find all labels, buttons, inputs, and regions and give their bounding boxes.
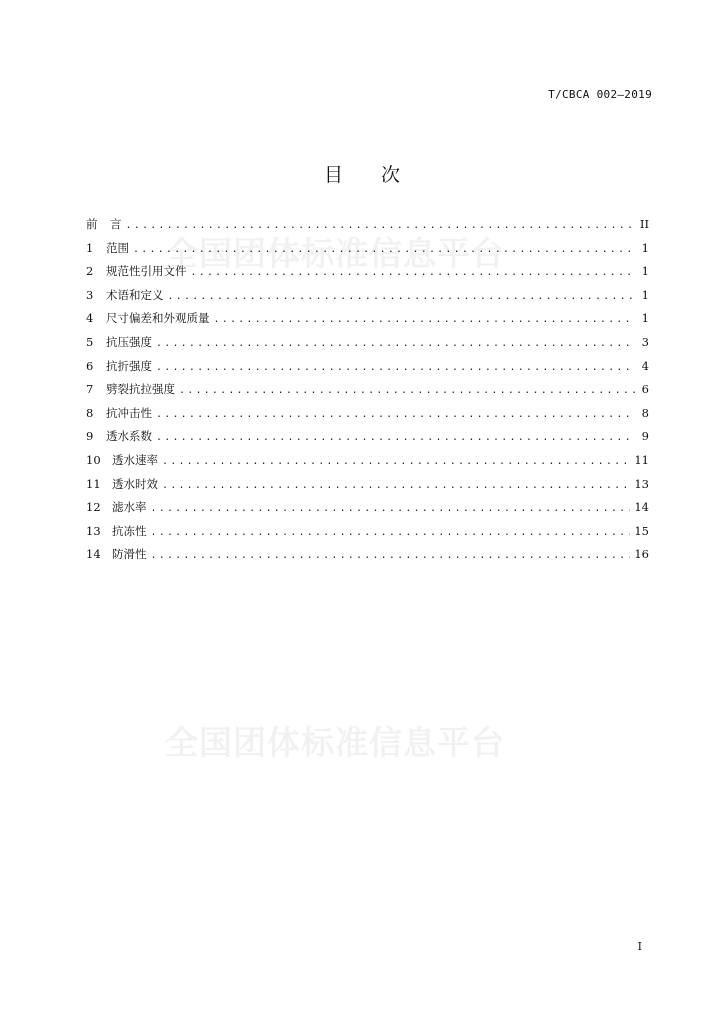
toc-entry-page: 13 [634, 476, 649, 491]
toc-entry-terms-definitions[interactable] [86, 287, 649, 311]
toc-entry-number: 12 [86, 500, 101, 515]
toc-entry-label: 言 [110, 217, 122, 231]
toc-title-part2: 次 [381, 164, 401, 186]
toc-entry-page: 4 [641, 358, 649, 373]
table-of-contents [86, 216, 649, 570]
toc-entry-page: 6 [641, 382, 649, 397]
toc-entry-number: 8 [86, 405, 94, 420]
toc-entry-number: 3 [86, 287, 94, 302]
toc-entry-label: 透水时效 [112, 476, 158, 491]
toc-entry-number: 9 [86, 429, 94, 444]
toc-entry-scope[interactable] [86, 240, 649, 264]
watermark: 全国团体标准信息平台 [165, 723, 505, 762]
toc-entry-label: 防滑性 [112, 547, 147, 562]
toc-entry-label: 透水系数 [106, 429, 152, 444]
toc-entry-number: 7 [86, 382, 94, 397]
toc-entry-flexural-strength[interactable] [86, 358, 649, 382]
toc-entry-number: 1 [86, 240, 94, 255]
toc-entry-dimension-deviation[interactable] [86, 310, 649, 334]
toc-entry-label: 术语和定义 [106, 287, 164, 302]
toc-entry-label: 抗压强度 [106, 334, 152, 349]
toc-entry-page: 16 [634, 547, 649, 562]
dot-leader [156, 338, 635, 349]
toc-entry-page: 1 [641, 240, 649, 255]
dot-leader [133, 244, 635, 255]
toc-entry-number: 6 [86, 358, 94, 373]
toc-entry-foreword[interactable] [86, 216, 649, 240]
toc-entry-page: 11 [634, 452, 649, 467]
toc-entry-permeability-rate[interactable] [86, 452, 649, 476]
toc-entry-label: 抗冲击性 [106, 405, 152, 420]
toc-entry-normative-references[interactable] [86, 263, 649, 287]
toc-entry-number: 前 [86, 217, 98, 231]
toc-entry-frost-resistance[interactable] [86, 523, 649, 547]
dot-leader [151, 503, 631, 514]
toc-title-part1: 目 [323, 164, 343, 186]
toc-entry-label: 规范性引用文件 [106, 264, 187, 279]
toc-entry-label: 尺寸偏差和外观质量 [106, 311, 210, 326]
toc-entry-label: 抗折强度 [106, 358, 152, 373]
page-number: I [637, 940, 642, 953]
toc-entry-page: 14 [634, 500, 649, 515]
toc-entry-number: 10 [86, 452, 101, 467]
toc-entry-number: 4 [86, 311, 94, 326]
dot-leader [162, 456, 630, 467]
dot-leader [151, 550, 631, 561]
toc-entry-splitting-tensile-strength[interactable] [86, 381, 649, 405]
dot-leader [162, 480, 630, 491]
toc-entry-number: 13 [86, 523, 101, 538]
toc-entry-page: 8 [641, 405, 649, 420]
toc-entry-number: 11 [86, 476, 101, 491]
dot-leader [156, 432, 635, 443]
dot-leader [156, 362, 635, 373]
toc-entry-slip-resistance[interactable] [86, 546, 649, 570]
dot-leader [191, 267, 636, 278]
toc-entry-permeability-coefficient[interactable] [86, 428, 649, 452]
dot-leader [126, 220, 636, 231]
dot-leader [168, 291, 636, 302]
toc-entry-page: 1 [641, 287, 649, 302]
dot-leader [214, 314, 636, 325]
toc-entry-label: 范围 [106, 240, 129, 255]
toc-entry-filtration-rate[interactable] [86, 499, 649, 523]
toc-entry-page: 15 [634, 523, 649, 538]
toc-entry-permeability-duration[interactable] [86, 476, 649, 500]
toc-entry-page: 1 [641, 264, 649, 279]
toc-entry-label: 滤水率 [112, 500, 147, 515]
toc-entry-label: 抗冻性 [112, 523, 147, 538]
toc-title [0, 160, 724, 187]
toc-entry-impact-resistance[interactable] [86, 405, 649, 429]
document-code: T/CBCA 002—2019 [548, 88, 652, 101]
dot-leader [156, 409, 635, 420]
toc-entry-page: 1 [641, 311, 649, 326]
toc-entry-number: 2 [86, 264, 94, 279]
watermark: 全国团体标准信息平台 [165, 234, 505, 273]
toc-entry-page: II [639, 217, 649, 231]
toc-entry-page: 9 [641, 429, 649, 444]
toc-entry-number: 5 [86, 334, 94, 349]
dot-leader [151, 527, 631, 538]
toc-entry-label: 劈裂抗拉强度 [106, 382, 175, 397]
dot-leader [179, 385, 635, 396]
toc-entry-label: 透水速率 [112, 452, 158, 467]
toc-entry-compressive-strength[interactable] [86, 334, 649, 358]
toc-entry-page: 3 [641, 334, 649, 349]
toc-entry-number: 14 [86, 547, 101, 562]
